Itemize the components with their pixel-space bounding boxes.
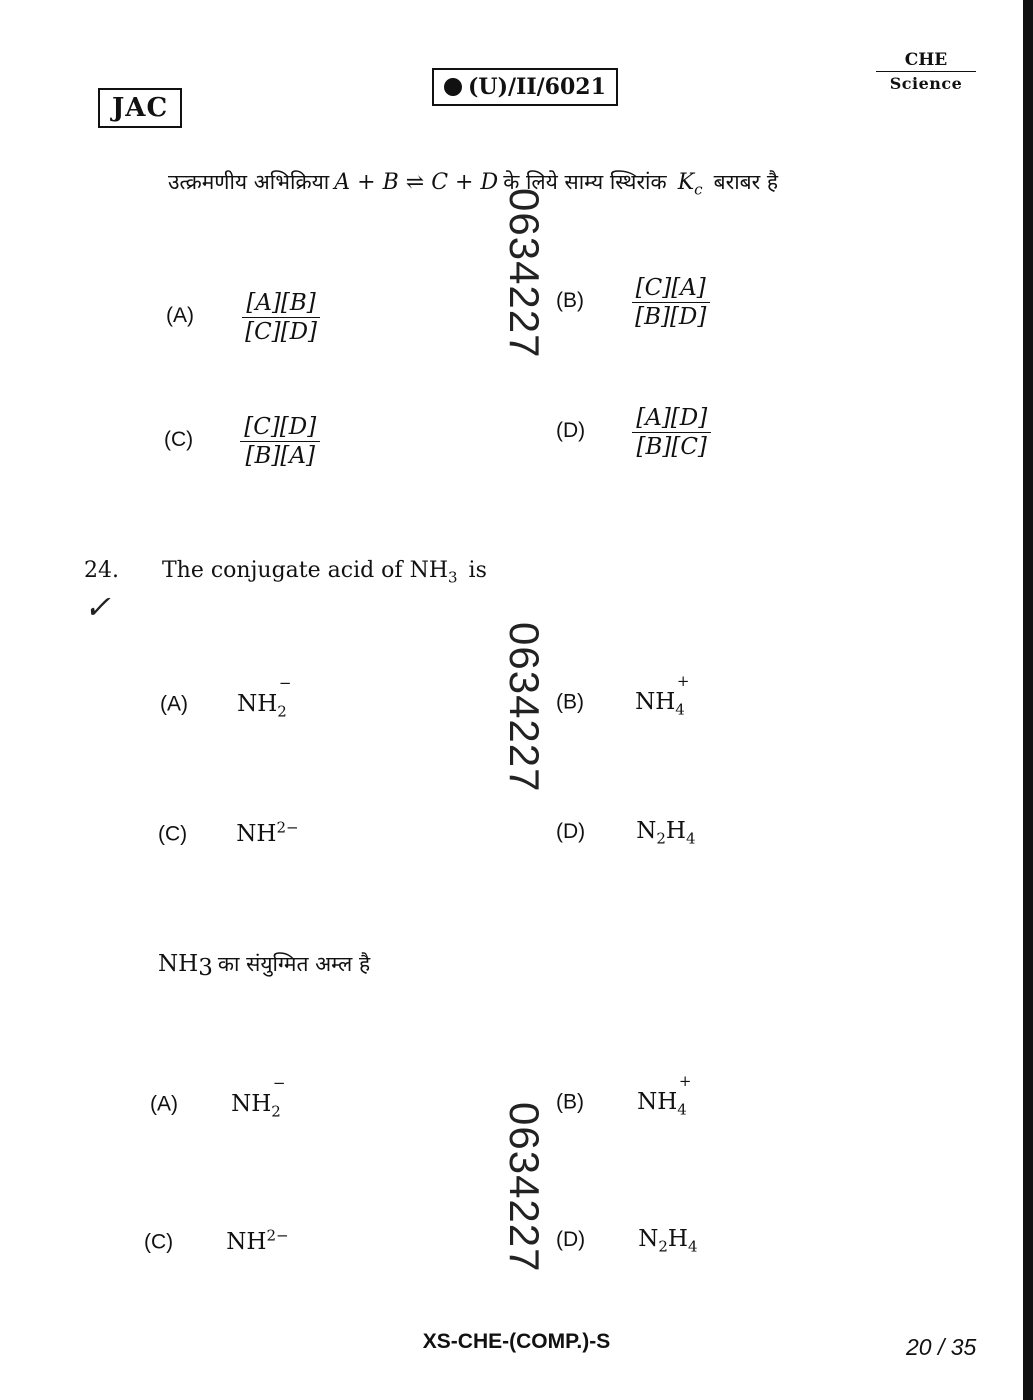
- fraction: $\frac{[A][D]}{[B][C]}$: [632, 405, 711, 460]
- q24-hindi-stem: $NH_3$ का संयुग्मित अम्ल है: [158, 951, 371, 982]
- q24-option-c: (C) $NH^{2-}$: [158, 818, 299, 847]
- serial-stamp: 0634227: [501, 622, 548, 793]
- filled-circle-icon: [444, 78, 462, 96]
- q23-option-d: (D) $\frac{[A][D]}{[B][C]}$: [556, 405, 711, 460]
- tick-mark-icon: ✓: [84, 588, 111, 626]
- scan-edge: [1023, 0, 1033, 1400]
- q23-option-a: (A) $\frac{[A][B]}{[C][D]}$: [166, 290, 321, 345]
- fraction: $\frac{[A][B]}{[C][D]}$: [241, 290, 321, 345]
- page-number: 20 / 35: [906, 1334, 977, 1360]
- q24-hindi-option-d: (D) $N_2H_4$: [556, 1226, 698, 1256]
- q23-hindi-stem: [168, 168, 778, 198]
- subject-label: CHE: [876, 50, 976, 72]
- serial-stamp: 0634227: [501, 1102, 548, 1273]
- q24-hindi-option-b: (B) $NH_4^+$: [556, 1072, 692, 1119]
- q24-stem: The conjugate acid of $NH_3$ is: [162, 558, 487, 587]
- fraction: $\frac{[C][D]}{[B][A]}$: [240, 414, 320, 469]
- q23-prefix: उत्क्रमणीय अभिक्रिया: [168, 170, 330, 194]
- subject-corner: [876, 50, 976, 93]
- paper-code: (U)/II/6021: [468, 74, 606, 100]
- q24-option-a: (A) $NH_2^-$: [160, 674, 292, 721]
- q24-hindi-option-c: (C) $NH^{2-}$: [144, 1226, 289, 1255]
- q24-hindi-option-a: (A) $NH_2^-$: [150, 1074, 286, 1121]
- footer-paper-code: XS-CHE-(COMP.)-S: [422, 1330, 611, 1353]
- q24-option-b: (B) $NH_4^+$: [556, 672, 690, 719]
- q23-option-b: (B) $\frac{[C][A]}{[B][D]}$: [556, 275, 710, 330]
- q24-option-d: (D) $N_2H_4$: [556, 818, 696, 848]
- q24-number: 24.: [84, 558, 119, 583]
- q23-end: बराबर है: [713, 170, 779, 194]
- q23-option-c: (C) $\frac{[C][D]}{[B][A]}$: [164, 414, 320, 469]
- kc-symbol: $K_c$: [677, 170, 703, 199]
- q23-suffix: के लिये साम्य स्थिरांक: [503, 170, 667, 194]
- board-badge: JAC: [98, 88, 182, 128]
- paper-code-box: [432, 68, 618, 106]
- serial-stamp: 0634227: [501, 188, 548, 359]
- q23-reaction: A + B ⇌ C + D: [334, 170, 499, 195]
- fraction: $\frac{[C][A]}{[B][D]}$: [631, 275, 710, 330]
- stream-label: Science: [889, 74, 963, 93]
